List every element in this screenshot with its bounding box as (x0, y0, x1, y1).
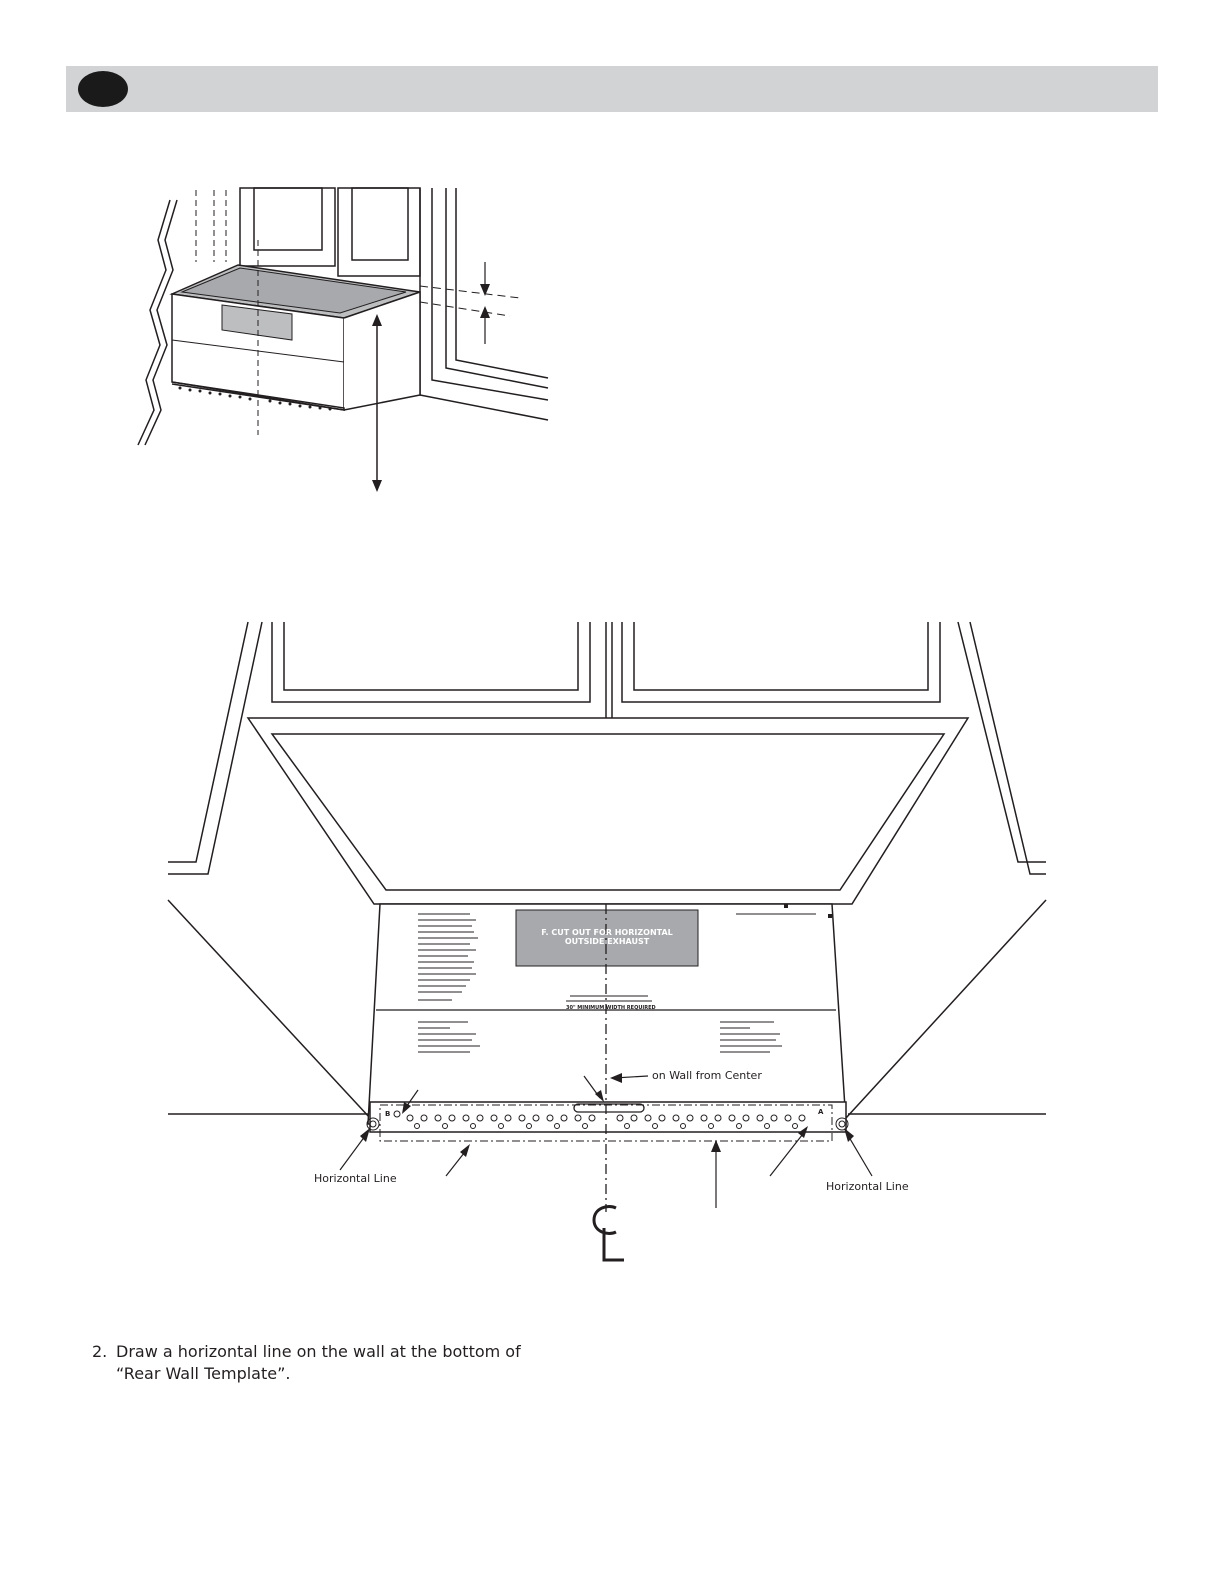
step-text-line1: Draw a horizontal line on the wall at the bottom of (116, 1342, 521, 1361)
step-text-line2: “Rear Wall Template”. (116, 1364, 291, 1383)
horizontal-line-right-label: Horizontal Line (826, 1180, 909, 1193)
step-number: 2. (92, 1342, 108, 1361)
cutout-title-line1: F. CUT OUT FOR HORIZONTAL (541, 928, 673, 937)
step-instruction (92, 1341, 612, 1385)
cutout-title-line2: OUTSIDE EXHAUST (564, 937, 650, 946)
on-wall-from-center-label: on Wall from Center (652, 1069, 762, 1082)
horizontal-line-left-label: Horizontal Line (314, 1172, 397, 1185)
min-width-label: 30" MINIMUM WIDTH REQUIRED (566, 1005, 656, 1011)
centerline-icon (588, 1202, 628, 1266)
letter-b-label: B (385, 1110, 391, 1118)
letter-a-label: A (818, 1108, 824, 1116)
